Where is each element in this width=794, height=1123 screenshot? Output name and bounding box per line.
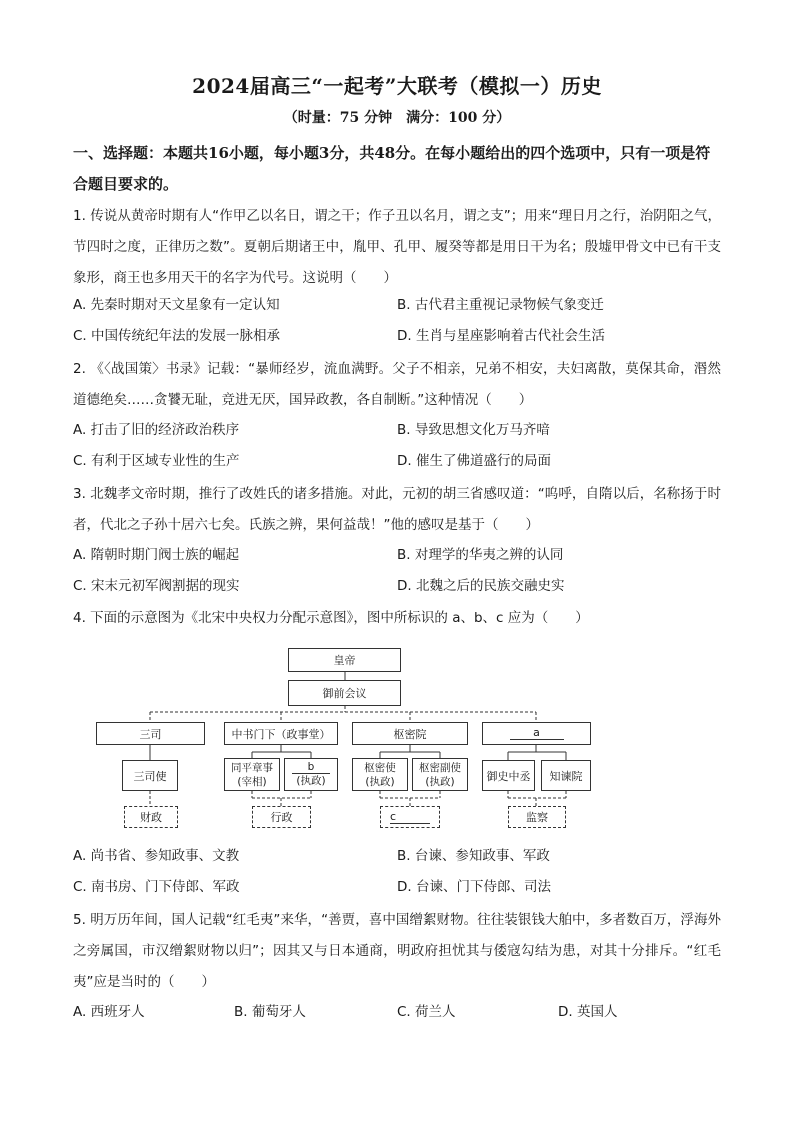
q5-option-a[interactable]: A. 西班牙人 [73,1004,145,1020]
q4-option-a[interactable]: A. 尚书省、参知政事、文教 [73,848,240,864]
q5-option-d[interactable]: D. 英国人 [558,1004,618,1020]
c-blank: c [390,811,430,824]
zhongshu-box: 中书门下（政事堂） [224,722,338,745]
shumi-fushi-box: 枢密副使 (执政) [412,758,468,791]
exam-info: （时量：75 分钟 满分：100 分） [283,110,511,126]
q1-option-d[interactable]: D. 生肖与星座影响着古代社会生活 [397,328,605,344]
council-box: 御前会议 [288,680,401,706]
q5-option-b[interactable]: B. 葡萄牙人 [234,1004,306,1020]
yushi-box: 御史中丞 [482,760,535,791]
zhijian-box: 知谏院 [541,760,591,791]
q2-option-a[interactable]: A. 打击了旧的经济政治秩序 [73,422,240,438]
q1-option-c[interactable]: C. 中国传统纪年法的发展一脉相承 [73,328,281,344]
question-5-stem: 5. 明万历年间，国人记载“红毛夷”来华，“善贾，喜中国缯絮财物。往往装银钱大舶中，多者数百万，浮海外之旁属国，市汉缯絮财物以归”；因其又与日本通商，明政府担忧其与倭寇勾结为患，对其十分排斥。“红毛夷”应是当时的（ ） [73,912,721,990]
page-title: 2024届高三“一起考”大联考（模拟一）历史 [192,74,602,98]
q2-option-d[interactable]: D. 催生了佛道盛行的局面 [397,453,551,469]
question-3-stem: 3. 北魏孝文帝时期，推行了改姓氏的诸多措施。对此，元初的胡三省感叹道：“呜呼，自隋以后，名称扬于时者，代北之子孙十居六七矣。氏族之辨，果何益哉！”他的感叹是基于（ ） [73,486,721,533]
q4-option-b[interactable]: B. 台谏、参知政事、军政 [397,848,550,864]
q1-option-a[interactable]: A. 先秦时期对天文星象有一定认知 [73,297,280,313]
q2-option-c[interactable]: C. 有利于区域专业性的生产 [73,453,240,469]
admin-box: 行政 [252,806,311,828]
section-heading: 一、选择题：本题共16小题，每小题3分，共48分。在每小题给出的四个选项中，只有一项是符合题目要求的。 [73,144,711,193]
q3-option-b[interactable]: B. 对理学的华夷之辨的认同 [397,547,564,563]
a-blank: a [510,727,564,740]
q4-option-d[interactable]: D. 台谏、门下侍郎、司法 [397,879,551,895]
zaixiang-box: 同平章事 (宰相) [224,758,280,791]
question-4-stem: 4. 下面的示意图为《北宋中央权力分配示意图》，图中所标识的 a、b、c 应为（ ） [73,610,589,626]
c-box [380,806,440,828]
q4-option-c[interactable]: C. 南书房、门下侍郎、军政 [73,879,240,895]
sansi-box: 三司 [96,722,205,745]
q3-option-c[interactable]: C. 宋末元初军阀割据的现实 [73,578,240,594]
sansi-shi-box: 三司使 [122,760,178,791]
q5-option-c[interactable]: C. 荷兰人 [397,1004,456,1020]
supervise-box: 监察 [508,806,566,828]
finance-box: 财政 [124,806,178,828]
shumiyuan-box: 枢密院 [352,722,468,745]
b-role: (执政) [296,775,326,787]
question-1-stem: 1. 传说从黄帝时期有人“作甲乙以名日，谓之干；作子丑以名月，谓之支”；用来“理日月之行，治阴阳之气，节四时之度，正律历之数”。夏朝后期诸王中，胤甲、孔甲、履癸等都是用日干为名；殷墟甲骨文中已有干支象形，商王也多用天干的名字为代号。这说明（ ） [73,208,721,286]
q2-option-b[interactable]: B. 导致思想文化万马齐喑 [397,422,550,438]
shumi-shi-box: 枢密使 (执政) [352,758,408,791]
a-box [482,722,591,745]
b-box [284,758,338,791]
question-2-stem: 2. 《〈战国策〉书录》记载：“暴师经岁，流血满野。父子不相亲，兄弟不相安，夫妇离散，莫保其命，湣然道德绝矣……贪饕无耻，竞进无厌，国异政教，各自制断。”这种情况（ ） [73,361,721,408]
b-blank: b [292,761,330,774]
q3-option-a[interactable]: A. 隋朝时期门阀士族的崛起 [73,547,240,563]
emperor-box: 皇帝 [288,648,401,672]
q3-option-d[interactable]: D. 北魏之后的民族交融史实 [397,578,565,594]
q1-option-b[interactable]: B. 古代君主重视记录物候气象变迁 [397,297,604,313]
